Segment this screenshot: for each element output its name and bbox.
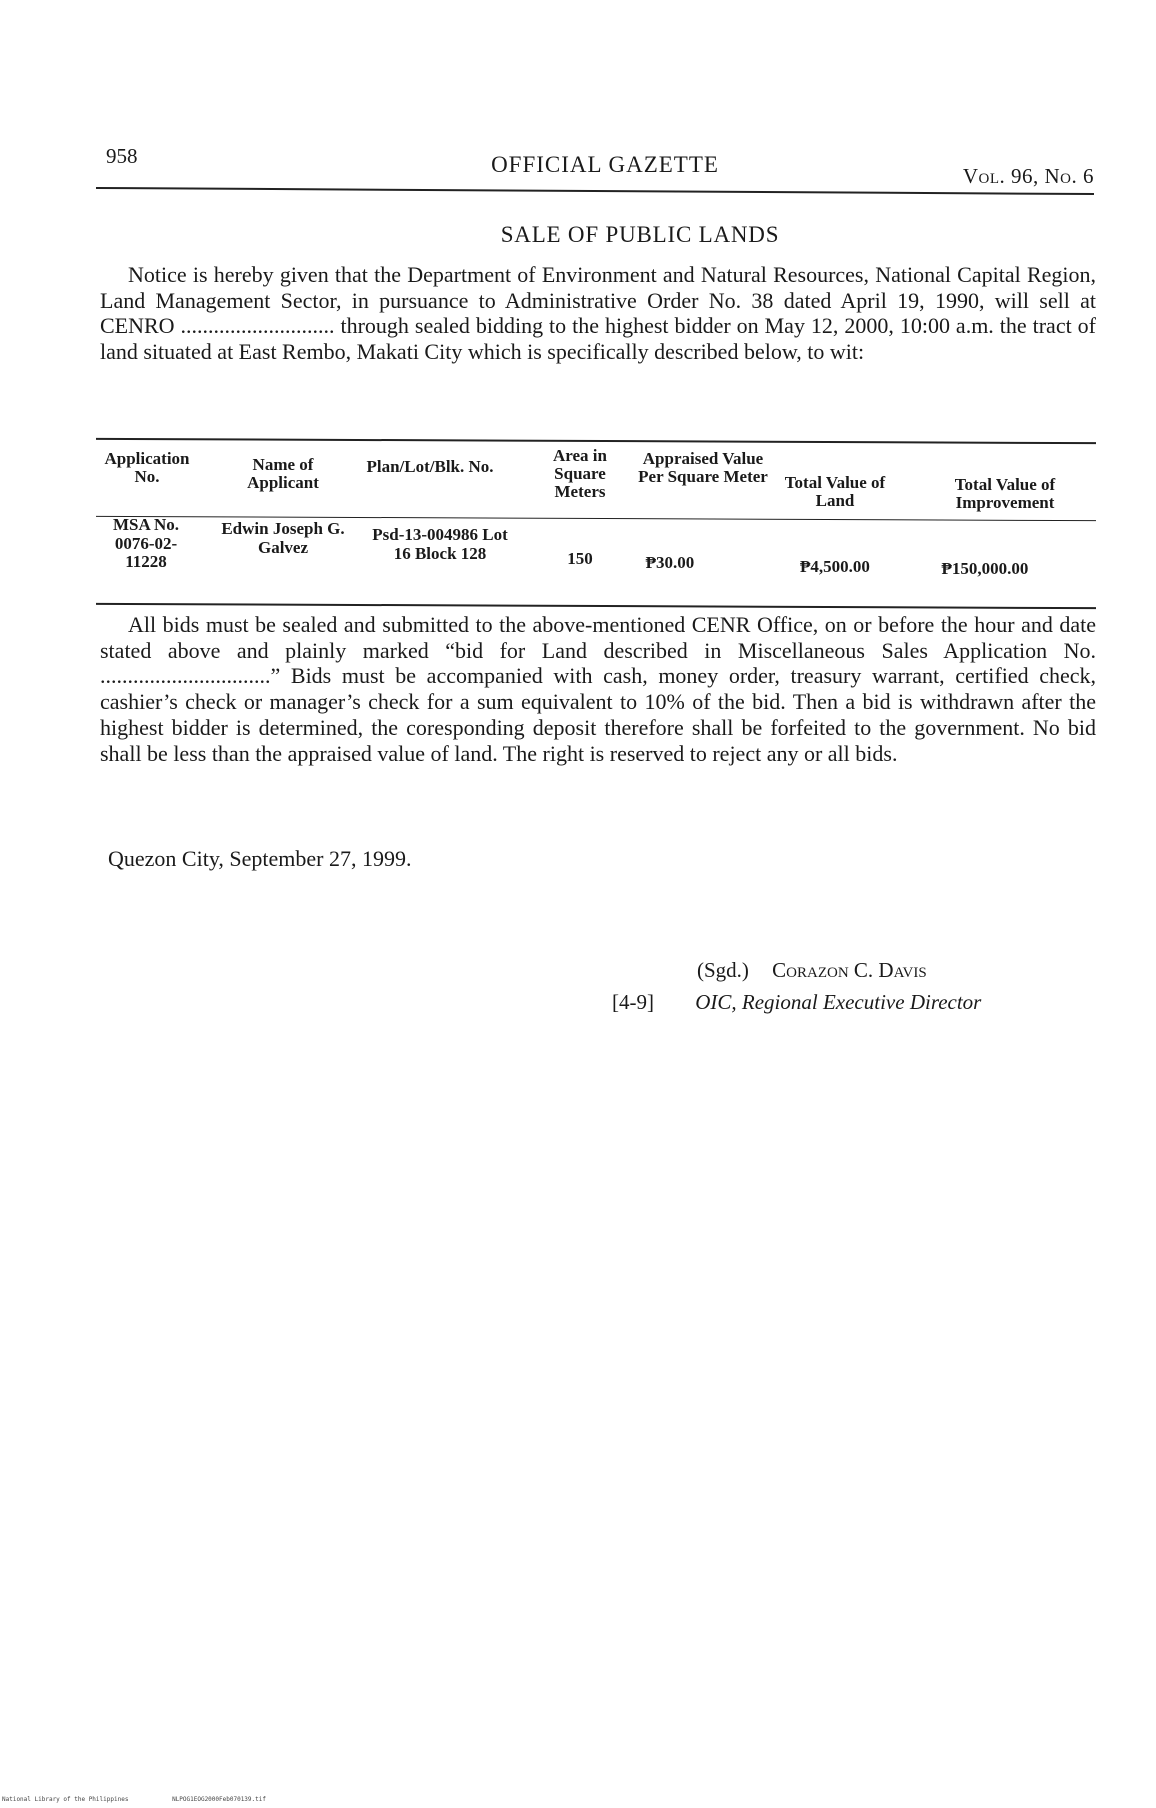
place-date: Quezon City, September 27, 1999. bbox=[108, 846, 412, 871]
cell-total-improvement: ₱150,000.00 bbox=[941, 559, 1029, 578]
volume-issue: Vol. 96, No. 6 bbox=[962, 164, 1094, 188]
header-rule bbox=[96, 187, 1094, 195]
page-number: 958 bbox=[106, 144, 138, 168]
signature-line bbox=[697, 958, 927, 983]
cell-application-no: MSA No. 0076-02-11228 bbox=[112, 515, 180, 572]
th-appraised: Appraised Value Per Square Meter bbox=[638, 449, 768, 486]
notice-title: SALE OF PUBLIC LANDS bbox=[500, 222, 780, 247]
th-application-no: Application No. bbox=[104, 449, 190, 486]
cell-plan: Psd-13-004986 Lot 16 Block 128 bbox=[372, 525, 508, 563]
th-total-improvement: Total Value of Improvement bbox=[954, 475, 1056, 512]
cell-total-land: ₱4,500.00 bbox=[800, 557, 870, 576]
th-plan: Plan/Lot/Blk. No. bbox=[366, 457, 494, 476]
issue-reference: [4-9] bbox=[612, 990, 654, 1014]
library-credit: National Library of the Philippines bbox=[2, 1796, 129, 1803]
signatory-position: OIC, Regional Executive Director bbox=[695, 990, 982, 1014]
signed-mark: (Sgd.) bbox=[697, 958, 749, 982]
publication-name: OFFICIAL GAZETTE bbox=[491, 152, 719, 177]
th-area: Area in Square Meters bbox=[553, 446, 607, 501]
th-total-land: Total Value of Land bbox=[784, 473, 886, 510]
file-reference: NLPOG1EOG2000Feb070139.tif bbox=[172, 1796, 266, 1803]
notice-paragraph: Notice is hereby given that the Department of Environment and Natural Resources, National Capital Region, Land Management Sector, in pursuance to Administrative Order No. 38 dated April 19, 1990, will sell at CENRO ............................ through sealed bidding to the highest bidder on May 12, 2000, 10:00 a.m. the tract of land situated at East Rembo, Makati City which is specifically described below, to wit: bbox=[100, 262, 1096, 365]
page-header bbox=[96, 132, 1094, 188]
signatory-name: Corazon C. Davis bbox=[772, 958, 927, 982]
table-bottom-rule bbox=[96, 603, 1096, 609]
table-top-rule bbox=[96, 438, 1096, 444]
scan-footer bbox=[2, 1796, 306, 1803]
cell-appraised: ₱30.00 bbox=[645, 553, 695, 572]
bids-paragraph: All bids must be sealed and submitted to the above-mentioned CENR Office, on or before the hour and date stated above and plainly marked “bid for Land described in Miscellaneous Sales Application No. ...............................” Bids must be accompanied with cash, money order, treasury warrant, certified check, cashier’s check or manager’s check for a sum equivalent to 10% of the bid. Then a bid is withdrawn after the highest bidder is determined, the coresponding deposit therefore shall be forfeited to the government. No bid shall be less than the appraised value of land. The right is reserved to reject any or all bids. bbox=[100, 612, 1096, 766]
position-line bbox=[612, 990, 981, 1015]
cell-name: Edwin Joseph G. Galvez bbox=[221, 519, 345, 557]
cell-area: 150 bbox=[567, 549, 593, 568]
th-name: Name of Applicant bbox=[247, 455, 319, 492]
